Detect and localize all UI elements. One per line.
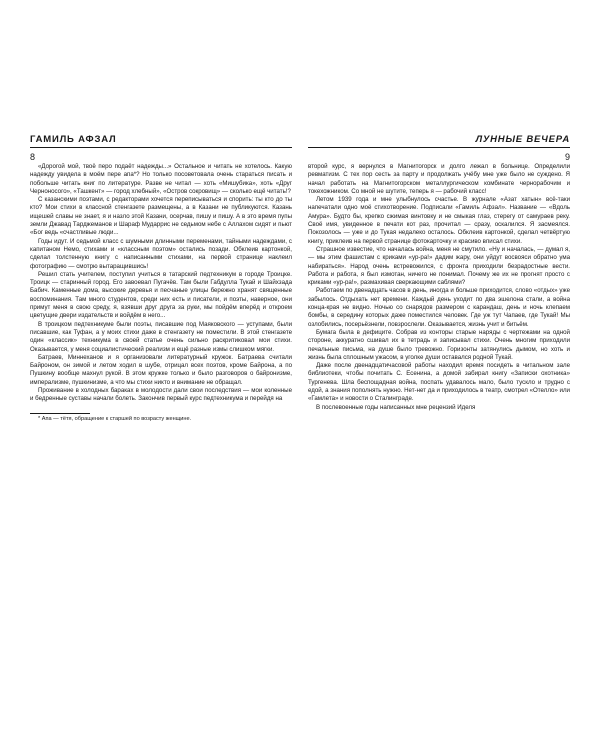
paragraph: С казанскими поэтами, с редакторами хочется переписываться и спорить: ты кто до ты кто? Мои стихи в классной стенгазете размещены, а в Казани не публикуются. Казань ищешей славы не знает, я и назло этой Казани, осерчав, пишу и пишу. А в это время пупы земли Джавад Тарджеманов и Шараф Мударрис не седьмом небе с Аллахом сидят и пьют «Бог ведь «счастливые люди... [30,196,292,237]
right-page-number: 9 [564,152,570,162]
paragraph: Батраев, Миннеханов и я организовали литературный кружок. Батраева считали Байроном, он зимой и летом ходил в шубе, отрицал всех поэтов, кроме Байрона, а по Пушкину вообще махнул рукой. В этом кружке только и было разговоров о байронизме, имперализме, пушкинизме, а что мы стихи никто и внимание не обращал. [30,353,292,386]
paragraph: Летом 1939 года и мне улыбнулось счастье. В журнале «Азат хатын» всё-таки напечатали одно моё стихотворение. Подписали «Гамиль Афзал». Название — «Вдоль Амура». Будто бы, крепко сжимая винтовку и не смыкая глаз, стерегу от самураев реку. Своё имя, увиденное в печати кот раз, прочитал — сразу, оскалился. Я засмеялся. Покозолось — уже и до Тукая недалеко осталось. Обклеив картонкой, сделал четвёртую книгу, приклеив на первой странице фотокарточку и красиво вписал стихи. [308,196,570,245]
paragraph: Страшное известие, что началась война, меня не смутило. «Ну и началась, — думал я, — мы этим фашистам с криками «ур-ра!» дадим жару, они уйдут восвояси обратно ума набираться». Народ очень встревожился, с фронта приходили безрадостные вести. Работа и работа, я был измотан, ничего не понимал. Почему же их не прогнят просто с криками «ур-ра!», размахивая сверкающими саблями? [308,245,570,287]
left-page [30,133,292,423]
left-page-number: 8 [30,152,36,162]
right-page [308,133,570,412]
paragraph: В послевоенные годы написанных мне рецензий Иделя [316,403,476,411]
paragraph: Даже после двенадцатичасовой работы находил время посидеть в читальном зале библиотеки, чтобы почитать С. Есенина, а домой забирал книгу «Записки охотника» Тургенева. Шла беспощадная война, поспать удавалось мало, было тускло и трудно с едой, а знания пополнять нужно. Нет-нет да и приходилось в театр, смотрел «Отелло» или «Гамлета» и новости о Сталинграде. [308,362,570,403]
paragraph: Годы идут. И седьмой класс с шумными длинными переменами, тайными надеждами, с капитаном Немо, стихами и «классным поэтом» остались позади. Обклеив картонкой, сделал толстенную книгу с написанными стихами, на первой странице наклеил фотографию — смотрю вытаращившись! [30,237,292,270]
paragraph: Проживание в холодных бараках в молодости дали свои последствия — мои коленные и бедренные суставы начали болеть. Закончив первый курс педтехникума и перейдя на [30,387,292,403]
left-page-header: ГАМИЛЬ АФЗАЛ [30,133,292,148]
paragraph: В троицком педтехникуме были поэты, писавшие под Маяковского — уступами, были писавшие, как Туфан, а у моих стихи даже в стенгазету не поместили. В этой стенгазете один «классик» техникума в своей статье очень сильно раскритиковал мои стихи. Оказывается, у меня социалистический реализм и ещё разные измы слишком мягки. [30,320,292,353]
paragraph: «Дорогой мой, твоё перо подаёт надежды...» Остальное и читать не хотелось. Какую надежду увидела в моём пере апа*? Но только посоветовала очень стараться писать и побольше читать книг по литературе. Разве не читал — хоть «Мишубика», хоть «Друг Черноносого», «Ташкент» — город хлебный», «Остров сокровищ» — сколько ещё читать!? [30,163,292,195]
left-page-body [30,163,292,404]
right-page-header: ЛУННЫЕ ВЕЧЕРА [308,133,570,148]
paragraph: Бумага была в дефиците. Собрав из конторы старые наряды с чертежами на одной стороне, аккуратно сшивал их в тетрадь и записывал стихи. Очень многим приходили печальные письма, на душе было тревожно. Горизонты затянулись дымом, но хоть и жизнь была сплошным ужасом, в уголке души оставался родной Тукай. [308,328,570,361]
right-page-body [308,163,570,412]
paragraph: Работаем по двенадцать часов в день, иногда и больше приходится, слово «отдых» уже забылось. Отдыхать нет времени. Каждый день уходит по два эшелона стали, а война конца-края не видно. Ночью со снарядов размером с карандаш, день и ночь клепаем бомбы, в середину которых даже поместился человек. Где уж тут Чапаев, где Тукай! Мы озлобились, посерьёзнели, повзрослели. Оказывается, жизнь учит и битьём. [308,287,570,328]
footnote-divider [30,413,90,414]
paragraph: Решил стать учителем, поступил учиться в татарский педтехникум в городе Троицке. Троицк — старинный город. Его завоевал Пугачёв. Там были Габдулла Тукай и Шайхзада Бабич. Каменные дома, высокие деревья и песчаные улицы бережно хранят священные воспоминания. Там много студентов, среди них есть и писатели, и поэты, наверное, они примут меня в свою среду, я, взявши друг друга за руки, мы пойдём вперёд и откроем цветущие двери издательств и войдём в него... [30,270,292,320]
footnote: * Апа — тётя, обращение к старшей по возрасту женщине. [38,415,192,422]
paragraph-continued: второй курс, я вернулся в Магнитогорск и долго лежал в больнице. Определили ревматизм. С тех пор сесть за парту и продолжать учёбу мне уже было не суждено. Я начал работать на Магнитогорском металлургическом комбинате чернорабочим и токехожником. Со мной не шутите, теперь я — рабочий класс! [308,163,570,195]
